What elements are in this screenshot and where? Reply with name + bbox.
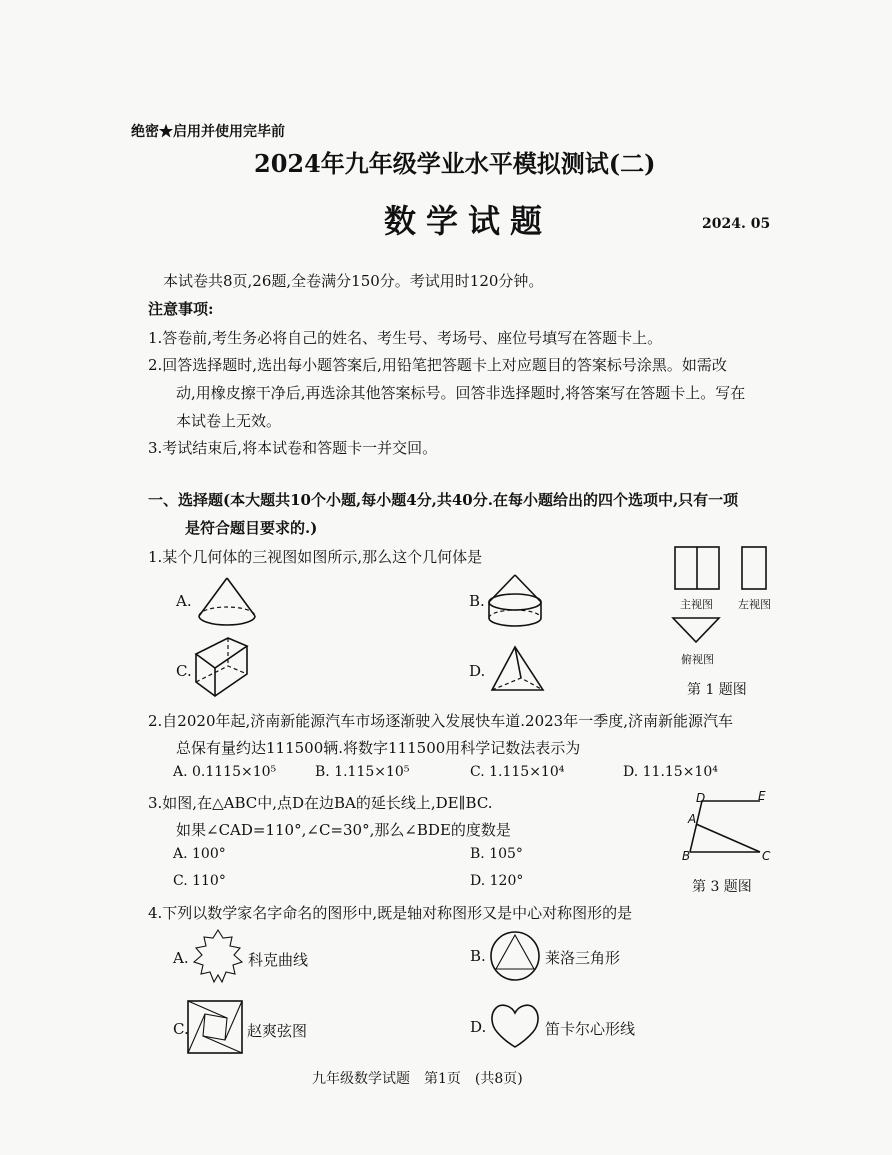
q1-left-view: [741, 546, 767, 590]
front-view-label: 主视图: [680, 598, 713, 611]
reuleaux-triangle-label: 莱洛三角形: [545, 949, 621, 967]
point-c-label: C: [762, 849, 771, 863]
cardioid-figure: [489, 1003, 541, 1049]
koch-curve-label: 科克曲线: [248, 951, 309, 969]
question-3-line2: 如果∠CAD=110°,∠C=30°,那么∠BDE的度数是: [176, 821, 511, 839]
q4-option-b-label: B.: [470, 947, 486, 965]
q2-option-b: B. 1.115×10⁵: [315, 764, 410, 780]
point-d-label: D: [696, 791, 706, 805]
q2-option-a: A. 0.1115×10⁵: [173, 764, 277, 780]
note-line: 1.答卷前,考生务必将自己的姓名、考生号、考场号、座位号填写在答题卡上。: [148, 329, 663, 347]
question-2-line2: 总保有量约达111500辆.将数字111500用科学记数法表示为: [176, 739, 581, 757]
q1-option-a-label: A.: [176, 592, 192, 610]
q4-option-a-label: A.: [173, 949, 189, 967]
question-4-stem: 4.下列以数学家名字命名的图形中,既是轴对称图形又是中心对称图形的是: [148, 904, 633, 922]
note-line: 动,用橡皮擦干净后,再选涂其他答案标号。回答非选择题时,将答案写在答题卡上。写在: [176, 384, 746, 402]
q1-figure-caption: 第 1 题图: [687, 682, 747, 698]
q3-figure-caption: 第 3 题图: [692, 879, 752, 895]
cone-on-cylinder-figure: [487, 572, 543, 630]
section-heading: 一、选择题(本大题共10个小题,每小题4分,共40分.在每小题给出的四个选项中,只有一项: [148, 491, 739, 509]
q3-option-a: A. 100°: [173, 846, 226, 862]
q3-option-d: D. 120°: [470, 873, 524, 889]
zhao-shuang-label: 赵爽弦图: [247, 1022, 308, 1040]
cone-figure: [195, 574, 259, 632]
koch-snowflake-figure: [190, 928, 246, 986]
point-e-label: E: [758, 789, 766, 803]
secret-label: 绝密★启用并使用完毕前: [131, 124, 285, 140]
q2-option-d: D. 11.15×10⁴: [623, 764, 718, 780]
q1-option-b-label: B.: [469, 592, 485, 610]
q1-option-d-label: D.: [469, 662, 486, 680]
q4-option-d-label: D.: [470, 1018, 487, 1036]
q3-option-b: B. 105°: [470, 846, 523, 862]
section-heading-cont: 是符合题目要求的.): [185, 519, 318, 537]
triangular-pyramid-figure: [489, 644, 547, 696]
exam-summary: 本试卷共8页,26题,全卷满分150分。考试用时120分钟。: [163, 272, 544, 290]
q3-triangle-figure: [690, 796, 770, 858]
q1-front-view: [674, 546, 720, 590]
question-1-stem: 1.某个几何体的三视图如图所示,那么这个几何体是: [148, 548, 483, 566]
point-a-label: A: [688, 812, 697, 826]
top-view-label: 俯视图: [681, 653, 714, 666]
left-view-label: 左视图: [738, 598, 771, 611]
reuleaux-triangle-figure: [489, 931, 541, 981]
cardioid-label: 笛卡尔心形线: [545, 1020, 636, 1038]
note-line: 3.考试结束后,将本试卷和答题卡一并交回。: [148, 439, 438, 457]
question-3-line1: 3.如图,在△ABC中,点D在边BA的延长线上,DE∥BC.: [148, 794, 493, 812]
triangular-prism-figure: [193, 642, 251, 698]
q2-option-c: C. 1.115×10⁴: [470, 764, 565, 780]
exam-date: 2024. 05: [702, 216, 771, 232]
page-footer: 九年级数学试题 第1页 (共8页): [312, 1071, 523, 1087]
notes-heading: 注意事项:: [148, 300, 214, 318]
q1-top-view: [672, 617, 720, 643]
note-line: 本试卷上无效。: [176, 412, 282, 430]
subject-title: 数学试题: [384, 202, 553, 240]
q1-option-c-label: C.: [176, 662, 192, 680]
exam-title: 2024年九年级学业水平模拟测试(二): [254, 149, 656, 178]
zhao-shuang-diagram-figure: [187, 1000, 243, 1054]
question-2-line1: 2.自2020年起,济南新能源汽车市场逐渐驶入发展快车道.2023年一季度,济南新能源汽车: [148, 712, 733, 730]
point-b-label: B: [682, 849, 691, 863]
q3-option-c: C. 110°: [173, 873, 226, 889]
q4-option-c-label: C.: [173, 1020, 189, 1038]
note-line: 2.回答选择题时,选出每小题答案后,用铅笔把答题卡上对应题目的答案标号涂黑。如需改: [148, 356, 727, 374]
